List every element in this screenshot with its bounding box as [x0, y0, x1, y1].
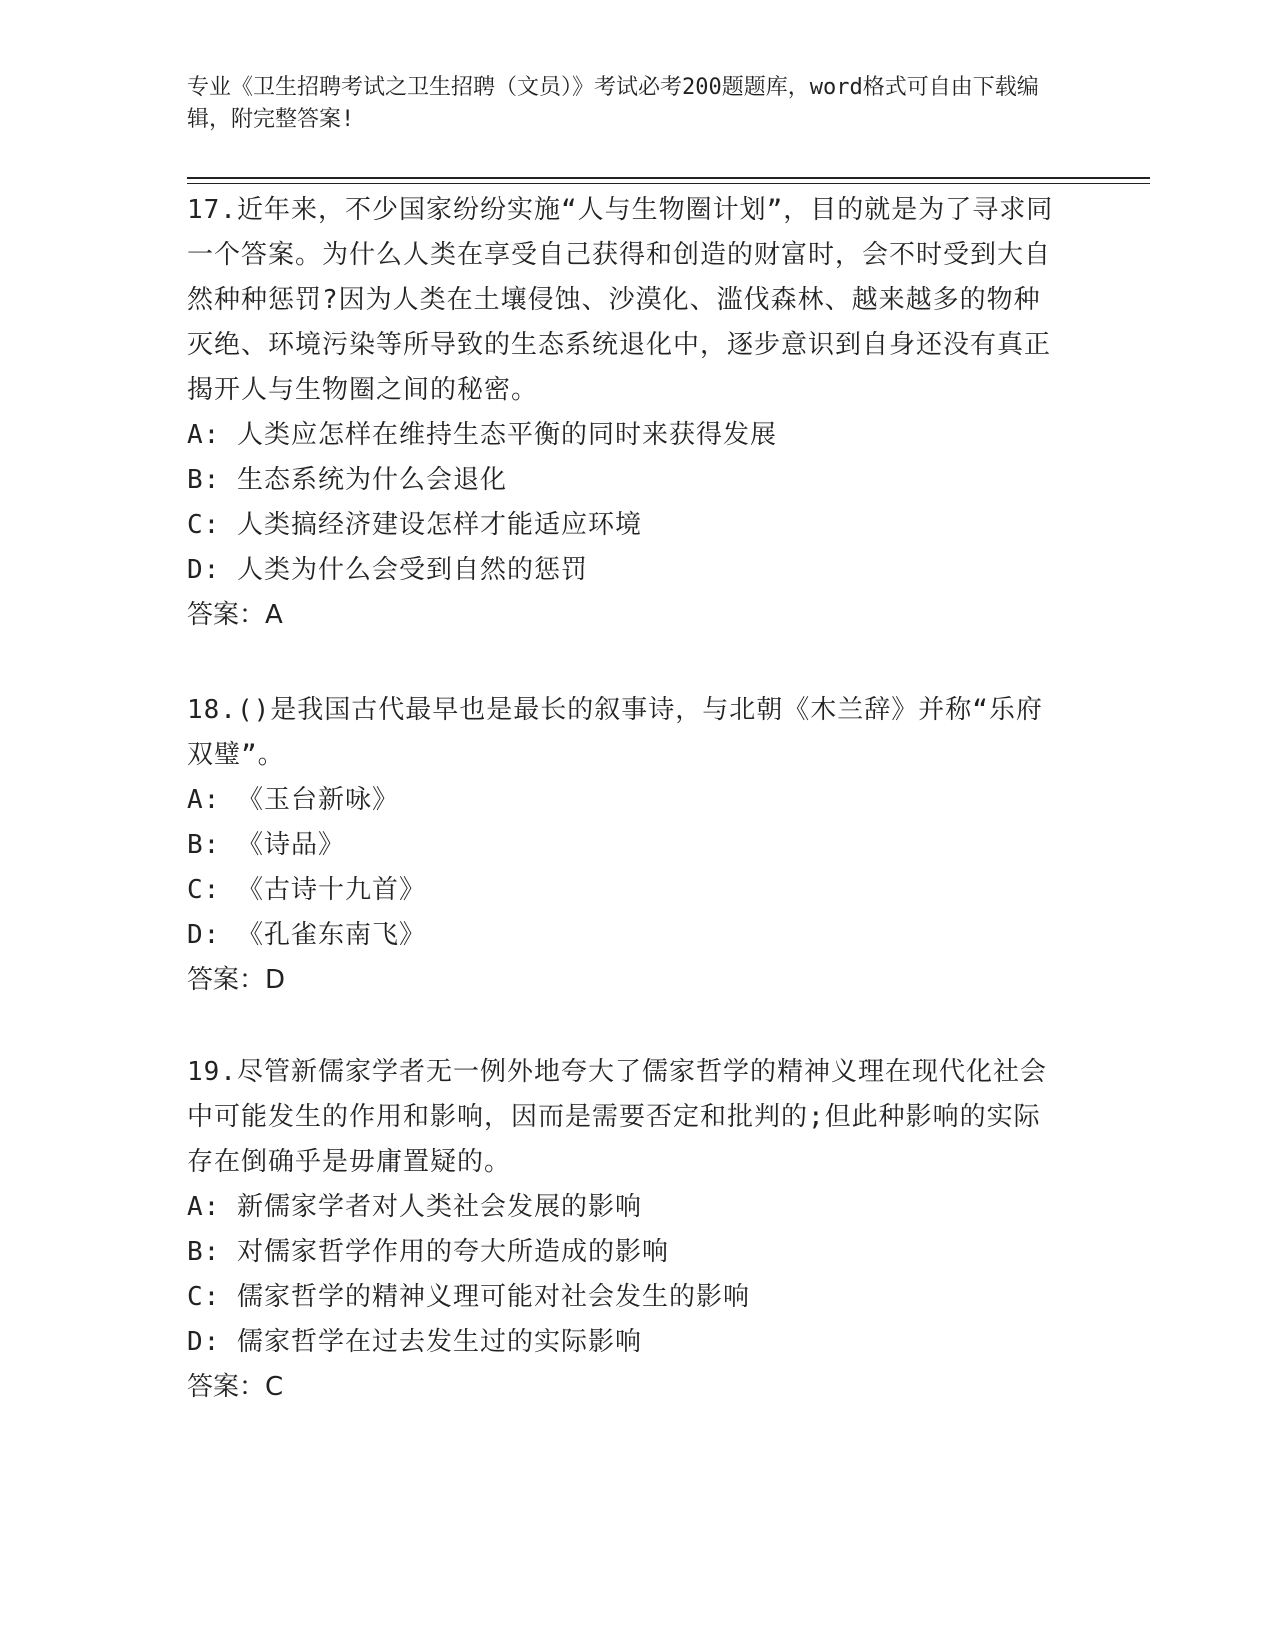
option-a: A: 新儒家学者对人类社会发展的影响	[187, 1192, 642, 1222]
answer-line: 答案：C	[187, 1372, 284, 1402]
header-divider-thin	[187, 183, 1150, 184]
question-text: 19.尽管新儒家学者无一例外地夸大了儒家哲学的精神义理在现代化社会中可能发生的作用和影响，因而是需要否定和批判的;但此种影响的实际存在倒确乎是毋庸置疑的。	[187, 1057, 1047, 1177]
option-c: C: 儒家哲学的精神义理可能对社会发生的影响	[187, 1282, 750, 1312]
option-c: C: 《古诗十九首》	[187, 875, 426, 905]
document-header: 专业《卫生招聘考试之卫生招聘（文员）》考试必考200题题库，word格式可自由下载编辑，附完整答案!	[187, 75, 1039, 132]
question-text: 17.近年来，不少国家纷纷实施“人与生物圈计划”，目的就是为了寻求同一个答案。为什么人类在享受自己获得和创造的财富时，会不时受到大自然种种惩罚?因为人类在土壤侵蚀、沙漠化、滥伐森林、越来越多的物种灭绝、环境污染等所导致的生态系统退化中，逐步意识到自身还没有真正揭开人与生物圈之间的秘密。	[187, 195, 1054, 405]
option-b: B: 《诗品》	[187, 830, 345, 860]
question-18	[187, 688, 1067, 1003]
option-b: B: 对儒家哲学作用的夸大所造成的影响	[187, 1237, 669, 1267]
answer-line: 答案：A	[187, 600, 283, 630]
option-d: D: 人类为什么会受到自然的惩罚	[187, 555, 588, 585]
option-b: B: 生态系统为什么会退化	[187, 465, 507, 495]
question-19	[187, 1050, 1067, 1410]
option-c: C: 人类搞经济建设怎样才能适应环境	[187, 510, 642, 540]
option-d: D: 《孔雀东南飞》	[187, 920, 426, 950]
option-a: A: 人类应怎样在维持生态平衡的同时来获得发展	[187, 420, 777, 450]
question-17	[187, 188, 1067, 638]
option-a: A: 《玉台新咏》	[187, 785, 399, 815]
question-text: 18.()是我国古代最早也是最长的叙事诗，与北朝《木兰辞》并称“乐府双璧”。	[187, 695, 1043, 770]
option-d: D: 儒家哲学在过去发生过的实际影响	[187, 1327, 642, 1357]
header-divider-thick	[187, 177, 1150, 179]
answer-line: 答案：D	[187, 965, 286, 995]
